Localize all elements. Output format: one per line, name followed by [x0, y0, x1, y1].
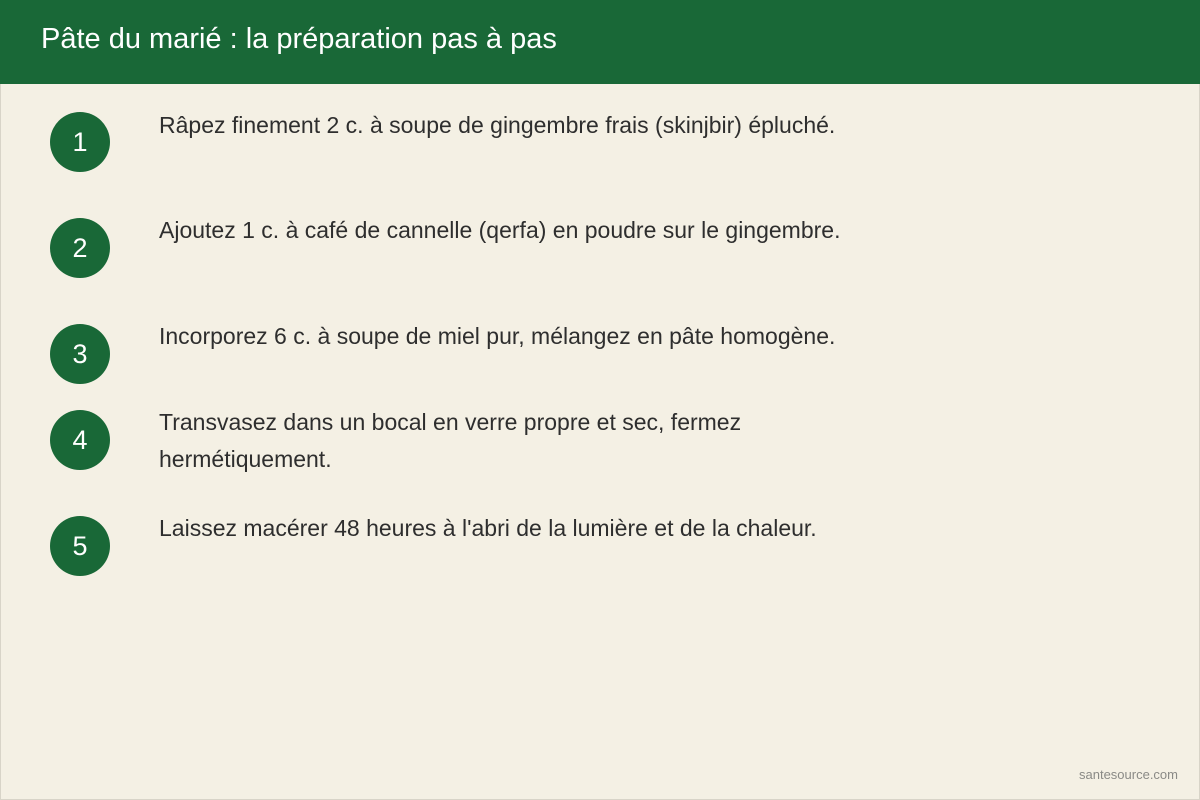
- step-text: Incorporez 6 c. à soupe de miel pur, mélangez en pâte homogène.: [159, 323, 836, 349]
- step-number-badge: 1: [50, 112, 110, 172]
- step-text: Laissez macérer 48 heures à l'abri de la lumière et de la chaleur.: [159, 515, 817, 541]
- step-text: Transvasez dans un bocal en verre propre et sec, fermez hermétiquement.: [159, 409, 742, 472]
- page-title: Pâte du marié : la préparation pas à pas: [41, 22, 557, 55]
- step-text: Ajoutez 1 c. à café de cannelle (qerfa) en poudre sur le gingembre.: [159, 217, 841, 243]
- source-credit: santesource.com: [1079, 767, 1178, 782]
- page-header: [0, 0, 1200, 84]
- step-text: Râpez finement 2 c. à soupe de gingembre frais (skinjbir) épluché.: [159, 112, 836, 138]
- step-number-badge: 2: [50, 218, 110, 278]
- step-number-badge: 4: [50, 410, 110, 470]
- step-number-badge: 5: [50, 516, 110, 576]
- step-number-badge: 3: [50, 324, 110, 384]
